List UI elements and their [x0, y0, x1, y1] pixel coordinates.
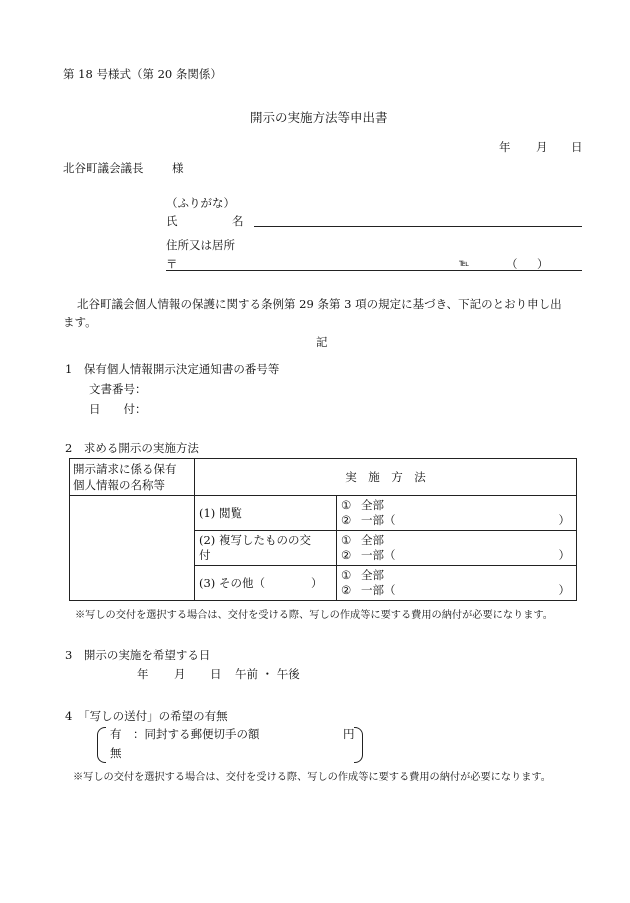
intro-line-2: ます。 [63, 315, 97, 329]
col1-header-line1: 開示請求に係る保有 [73, 462, 177, 476]
date-day: 日 [571, 140, 583, 154]
send-option-no[interactable]: 無 [110, 746, 122, 760]
info-name-cell[interactable] [70, 496, 195, 601]
name-label-1: 氏 [166, 214, 178, 228]
option-partial[interactable]: ② 一部（ ） [341, 548, 570, 562]
option-all[interactable]: ① 全部 [341, 533, 384, 547]
ki-label: 記 [316, 335, 328, 349]
right-bracket [354, 727, 363, 763]
document-number-label: 文書番号： [89, 382, 147, 396]
address-label: 住所又は居所 [166, 238, 235, 252]
section2-heading: 2 求める開示の実施方法 [65, 441, 199, 455]
name-label-2: 名 [232, 214, 244, 228]
section1-heading: 1 保有個人情報開示決定通知書の番号等 [65, 362, 280, 376]
date-year: 年 [499, 140, 511, 154]
address-field-line[interactable] [166, 270, 582, 271]
intro-line-1: 北谷町議会個人情報の保護に関する条例第 29 条第 3 項の規定に基づき、下記のとおり申し出 [77, 297, 562, 311]
method-label: (1) 閲覧 [195, 496, 337, 531]
table-row [70, 496, 577, 531]
section4-heading: 4 「写しの送付」の希望の有無 [65, 709, 228, 723]
furigana-label: （ふりがな） [166, 196, 235, 210]
tel-label: ℡ [459, 258, 470, 269]
table-header-row [70, 459, 577, 496]
left-bracket [97, 727, 106, 763]
postal-mark: 〒 [166, 257, 178, 271]
tel-paren-close: ） [537, 257, 549, 271]
date-label: 日 付： [89, 402, 147, 416]
method-label: (3) その他（ ） [195, 566, 337, 601]
ampm-choice[interactable]: 午前 ・ 午後 [235, 667, 300, 681]
addressee: 北谷町議会議長 [63, 161, 144, 175]
disclosure-method-table [69, 458, 577, 601]
tel-paren-open: （ [506, 257, 518, 271]
date-month: 月 [536, 140, 548, 154]
option-partial[interactable]: ② 一部（ ） [341, 513, 570, 527]
method-options [337, 566, 577, 601]
method-label: (2) 複写したものの交 付 [195, 531, 337, 566]
section3-heading: 3 開示の実施を希望する日 [65, 648, 211, 662]
section4-note: ※写しの交付を選択する場合は、交付を受ける際、写しの作成等に要する費用の納付が必要になります。 [73, 772, 551, 783]
send-option-yes[interactable]: 有 ：同封する郵便切手の額 [110, 727, 260, 741]
desired-year: 年 [137, 667, 149, 681]
yen-label: 円 [343, 727, 355, 741]
method-options [337, 496, 577, 531]
name-field-line[interactable] [254, 226, 582, 227]
option-all[interactable]: ① 全部 [341, 498, 384, 512]
method-options [337, 531, 577, 566]
desired-day: 日 [210, 667, 222, 681]
option-all[interactable]: ① 全部 [341, 568, 384, 582]
form-number: 第 18 号様式（第 20 条関係） [63, 67, 222, 81]
honorific: 様 [172, 161, 184, 175]
page-title: 開示の実施方法等申出書 [250, 110, 388, 125]
section2-note: ※写しの交付を選択する場合は、交付を受ける際、写しの作成等に要する費用の納付が必要になります。 [75, 610, 553, 621]
col1-header-line2: 個人情報の名称等 [73, 478, 165, 492]
option-partial[interactable]: ② 一部（ ） [341, 583, 570, 597]
col2-header: 実 施 方 法 [195, 459, 577, 496]
desired-month: 月 [174, 667, 186, 681]
col1-header [70, 459, 195, 496]
